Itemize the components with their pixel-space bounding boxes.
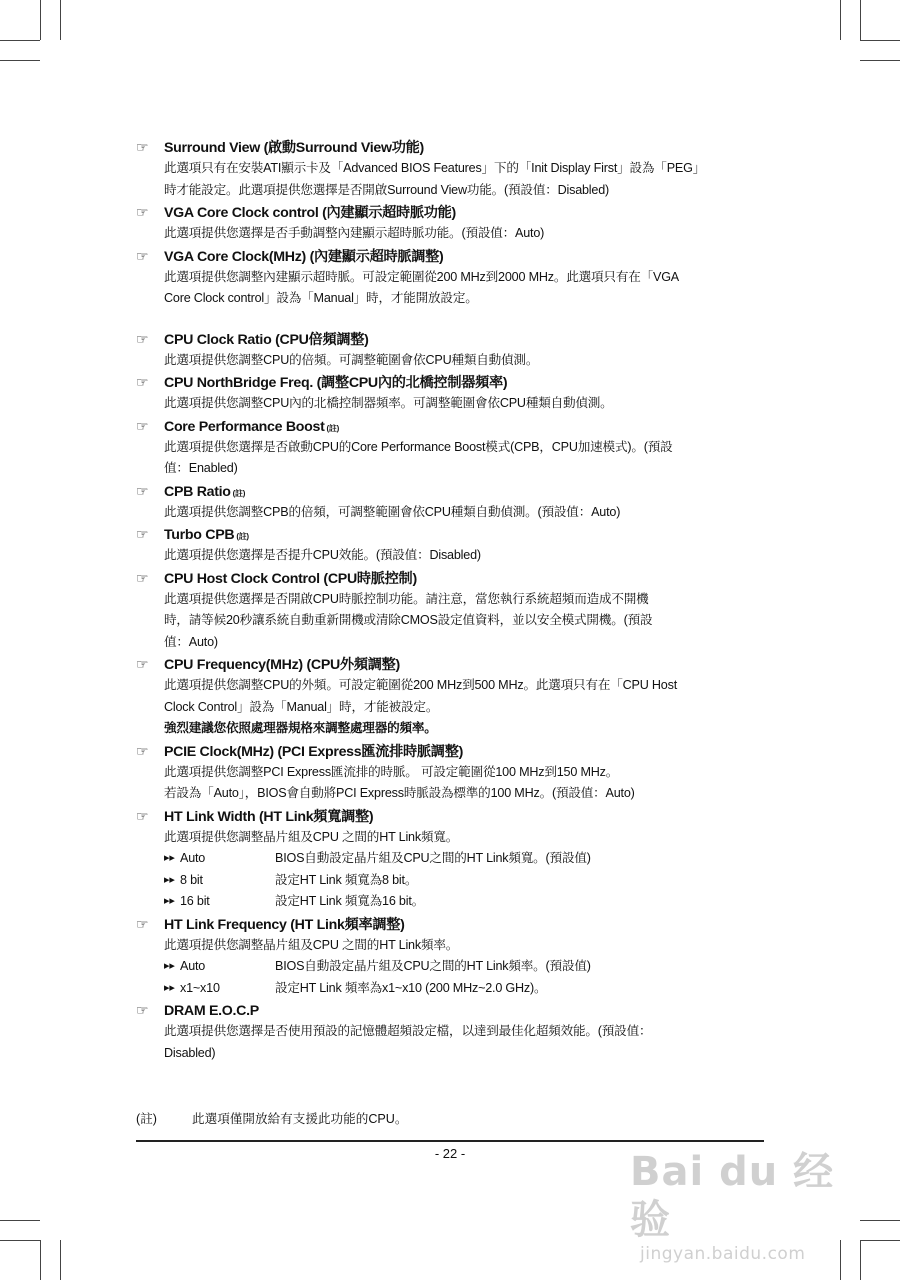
setting-title: CPU Frequency(MHz) (CPU外頻調整) xyxy=(164,657,400,673)
crop-mark xyxy=(60,1240,61,1280)
option-value: BIOS自動設定晶片組及CPU之間的HT Link頻寬。(預設值) xyxy=(275,851,591,865)
setting-description xyxy=(164,502,766,524)
watermark-url: jingyan.baidu.com xyxy=(640,1244,806,1264)
setting-heading xyxy=(136,805,766,827)
footnote-mark: (註) xyxy=(136,1112,157,1126)
setting-item xyxy=(136,245,766,310)
setting-heading xyxy=(136,328,766,350)
footnote-marker: (註) xyxy=(236,532,249,541)
double-arrow-icon: ▸▸ xyxy=(164,895,175,907)
crop-mark xyxy=(860,40,900,41)
description-line: 值：Auto) xyxy=(164,634,218,649)
option-key: Auto xyxy=(180,851,206,865)
setting-title: HT Link Frequency (HT Link頻率調整) xyxy=(164,916,405,933)
crop-mark xyxy=(860,60,900,61)
crop-mark xyxy=(0,1220,40,1221)
setting-title: DRAM E.O.C.P xyxy=(164,1003,259,1019)
option-row xyxy=(164,978,766,1000)
setting-heading xyxy=(136,740,766,762)
setting-heading xyxy=(136,567,766,589)
crop-mark xyxy=(0,1240,40,1241)
bios-settings-list xyxy=(136,136,766,1064)
option-key: Auto xyxy=(180,959,206,973)
description-line: 此選項提供您選擇是否使用預設的記憶體超頻設定檔，以達到最佳化超頻效能。(預設值： xyxy=(164,1024,652,1038)
setting-heading xyxy=(136,480,766,502)
description-line: 時，請等候20秒讓系統自動重新開機或清除CMOS設定值資料，並以安全模式開機。(預設 xyxy=(164,613,653,627)
option-value: BIOS自動設定晶片組及CPU之間的HT Link頻率。(預設值) xyxy=(275,959,591,973)
pointing-hand-icon: ☞ xyxy=(136,915,149,932)
setting-heading xyxy=(136,999,766,1021)
setting-description xyxy=(164,675,766,740)
option-key: x1~x10 xyxy=(180,980,220,995)
footnote-marker: (註) xyxy=(326,423,339,433)
page-number: - 22 - xyxy=(434,1146,466,1161)
setting-description xyxy=(164,1021,766,1064)
crop-mark xyxy=(0,40,40,41)
setting-heading xyxy=(136,415,766,437)
setting-description xyxy=(164,158,766,201)
description-line: Disabled) xyxy=(164,1045,216,1060)
description-line: 若設為「Auto」，BIOS會自動將PCI Express時脈設為標準的100 MHz。(預設值：Auto) xyxy=(164,786,635,800)
pointing-hand-icon: ☞ xyxy=(136,1002,149,1018)
setting-item xyxy=(136,805,766,913)
watermark-brand: Bai du 经验 xyxy=(630,1149,835,1243)
setting-item xyxy=(136,328,766,372)
description-line: 此選項提供您選擇是否手動調整內建顯示超時脈功能。(預設值：Auto) xyxy=(164,226,545,240)
setting-description xyxy=(164,545,766,567)
setting-title: CPB Ratio xyxy=(164,483,231,500)
setting-item xyxy=(136,415,766,480)
setting-heading xyxy=(136,371,766,393)
pointing-hand-icon: ☞ xyxy=(136,374,149,390)
option-key: 8 bit xyxy=(180,872,203,887)
setting-title: VGA Core Clock control (內建顯示超時脈功能) xyxy=(164,205,456,221)
setting-description xyxy=(164,350,766,372)
description-line: 此選項提供您調整晶片組及CPU 之間的HT Link頻率。 xyxy=(164,937,459,952)
option-value: 設定HT Link 頻率為x1~x10 (200 MHz~2.0 GHz)。 xyxy=(275,980,547,995)
description-line: 此選項提供您選擇是否開啟CPU時脈控制功能。請注意，當您執行系統超頻而造成不開機 xyxy=(164,591,649,606)
description-line: 此選項提供您調整CPU內的北橋控制器頻率。可調整範圍會依CPU種類自動偵測。 xyxy=(164,396,613,410)
pointing-hand-icon: ☞ xyxy=(136,526,149,542)
setting-item xyxy=(136,480,766,524)
setting-item xyxy=(136,740,766,805)
pointing-hand-icon: ☞ xyxy=(136,139,149,155)
crop-mark xyxy=(40,1240,41,1280)
pointing-hand-icon: ☞ xyxy=(136,417,149,434)
setting-item xyxy=(136,523,766,567)
pointing-hand-icon: ☞ xyxy=(136,204,149,220)
crop-mark xyxy=(40,0,41,40)
description-line: 此選項提供您調整PCI Express匯流排的時脈。 可設定範圍從100 MHz到150 MHz。 xyxy=(164,764,619,779)
option-value: 設定HT Link 頻寬為16 bit。 xyxy=(275,894,425,908)
setting-title: VGA Core Clock(MHz) (內建顯示超時脈調整) xyxy=(164,248,444,265)
description-line: 時才能設定。此選項提供您選擇是否開啟Surround View功能。(預設值：Disabled) xyxy=(164,182,610,197)
double-arrow-icon: ▸▸ xyxy=(164,981,175,994)
option-row xyxy=(164,870,766,892)
description-line: 此選項提供您調整CPU的倍頻。可調整範圍會依CPU種類自動偵測。 xyxy=(164,352,539,367)
option-key: 16 bit xyxy=(180,894,210,908)
setting-item xyxy=(136,201,766,245)
option-row xyxy=(164,956,766,978)
description-line: 此選項提供您調整CPB的倍頻，可調整範圍會依CPU種類自動偵測。(預設值：Auto) xyxy=(164,504,621,519)
description-line: 此選項提供您調整CPU的外頻。可設定範圍從200 MHz到500 MHz。此選項只有在「CPU Host xyxy=(164,678,677,692)
setting-description xyxy=(164,935,766,1000)
setting-description xyxy=(164,762,766,805)
crop-mark xyxy=(860,1240,861,1280)
setting-item xyxy=(136,371,766,415)
setting-description xyxy=(164,437,766,480)
setting-heading xyxy=(136,136,766,158)
setting-item xyxy=(136,653,766,740)
option-row xyxy=(164,891,766,913)
description-line: Clock Control」設為「Manual」時，才能被設定。 xyxy=(164,699,439,714)
crop-mark xyxy=(860,0,861,40)
pointing-hand-icon: ☞ xyxy=(136,742,149,759)
pointing-hand-icon: ☞ xyxy=(136,482,149,499)
crop-mark xyxy=(860,1220,900,1221)
setting-description xyxy=(164,267,766,310)
setting-description xyxy=(164,223,766,245)
description-line: 此選項提供您選擇是否提升CPU效能。(預設值：Disabled) xyxy=(164,548,481,562)
description-line: 此選項只有在安裝ATI顯示卡及「Advanced BIOS Features」下的「Init Display First」設為「PEG」 xyxy=(164,161,706,175)
setting-title: CPU Host Clock Control (CPU時脈控制) xyxy=(164,570,417,587)
description-line: 此選項提供您調整晶片組及CPU 之間的HT Link頻寬。 xyxy=(164,829,459,844)
pointing-hand-icon: ☞ xyxy=(136,656,149,672)
setting-description xyxy=(164,827,766,913)
pointing-hand-icon: ☞ xyxy=(136,807,149,824)
double-arrow-icon: ▸▸ xyxy=(164,852,175,864)
setting-description xyxy=(164,589,766,654)
setting-title: PCIE Clock(MHz) (PCI Express匯流排時脈調整) xyxy=(164,743,464,760)
crop-mark xyxy=(60,0,61,40)
option-row xyxy=(164,848,766,870)
description-line: 此選項提供您調整內建顯示超時脈。可設定範圍從200 MHz到2000 MHz。此選項只有在「VGA xyxy=(164,269,679,284)
setting-title: HT Link Width (HT Link頻寬調整) xyxy=(164,808,374,825)
description-line: 此選項提供您選擇是否啟動CPU的Core Performance Boost模式(CPB，CPU加速模式)。(預設 xyxy=(164,439,673,454)
baidu-watermark xyxy=(630,1148,860,1264)
footnote-text: 此選項僅開放給有支援此功能的CPU。 xyxy=(192,1112,408,1126)
pointing-hand-icon: ☞ xyxy=(136,330,149,347)
double-arrow-icon: ▸▸ xyxy=(164,960,175,972)
footer-rule xyxy=(136,1140,764,1142)
footnote xyxy=(136,1108,766,1127)
setting-title: CPU NorthBridge Freq. (調整CPU內的北橋控制器頻率) xyxy=(164,375,508,391)
setting-item xyxy=(136,567,766,654)
setting-heading xyxy=(136,523,766,545)
setting-heading xyxy=(136,653,766,675)
setting-item xyxy=(136,913,766,1000)
setting-title: Turbo CPB xyxy=(164,527,235,543)
setting-heading xyxy=(136,245,766,267)
double-arrow-icon: ▸▸ xyxy=(164,873,175,886)
setting-description xyxy=(164,393,766,415)
crop-mark xyxy=(860,1240,900,1241)
setting-title: Surround View (啟動Surround View功能) xyxy=(164,140,424,156)
setting-item xyxy=(136,136,766,201)
description-line: Core Clock control」設為「Manual」時，才能開放設定。 xyxy=(164,291,478,305)
crop-mark xyxy=(0,60,40,61)
warning-line: 強烈建議您依照處理器規格來調整處理器的頻率。 xyxy=(164,721,437,735)
setting-heading xyxy=(136,201,766,223)
setting-heading xyxy=(136,913,766,935)
setting-item xyxy=(136,999,766,1064)
setting-title: Core Performance Boost xyxy=(164,418,325,435)
footnote-marker: (註) xyxy=(232,488,246,498)
crop-mark xyxy=(840,0,841,40)
description-line: 值：Enabled) xyxy=(164,461,238,475)
pointing-hand-icon: ☞ xyxy=(136,569,149,586)
pointing-hand-icon: ☞ xyxy=(136,247,149,264)
setting-title: CPU Clock Ratio (CPU倍頻調整) xyxy=(164,331,369,348)
option-value: 設定HT Link 頻寬為8 bit。 xyxy=(275,872,418,887)
